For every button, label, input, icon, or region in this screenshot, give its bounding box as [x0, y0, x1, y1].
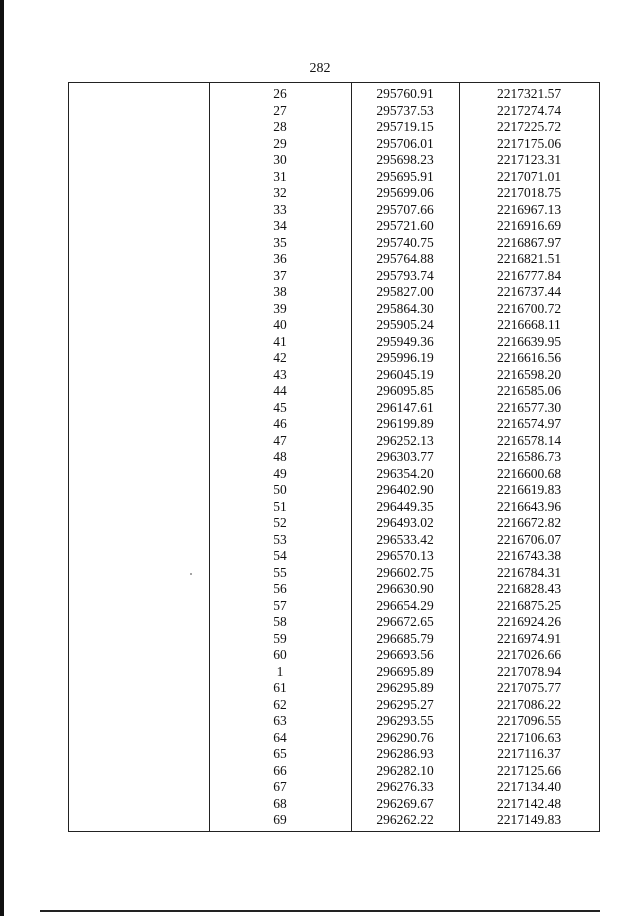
table-row [69, 532, 599, 549]
point-number-cell: 40 [273, 317, 287, 332]
table-row [69, 334, 599, 351]
point-number-cell: 42 [273, 350, 287, 365]
table-row [69, 367, 599, 384]
table-row [69, 466, 599, 483]
point-number-cell: 59 [273, 630, 287, 646]
y-coordinate-cell: 2217134.40 [496, 779, 562, 794]
point-number-cell: 38 [273, 284, 287, 299]
table-row [69, 614, 599, 631]
point-number-cell: 39 [273, 300, 287, 316]
point-number-cell: 36 [273, 251, 287, 266]
y-coordinate-cell: 2216585.06 [496, 383, 562, 398]
table-row [69, 812, 599, 829]
y-coordinate-cell: 2216828.43 [496, 581, 562, 596]
y-coordinate-cell: 2217274.74 [496, 102, 562, 118]
y-coordinate-cell: 2216821.51 [496, 251, 562, 266]
point-number-cell: 46 [273, 416, 287, 431]
y-coordinate-cell: 2217142.48 [496, 795, 562, 811]
scan-speck [190, 573, 192, 575]
x-coordinate-cell: 296402.90 [376, 482, 434, 497]
y-coordinate-cell: 2216668.11 [497, 317, 561, 332]
y-coordinate-cell: 2216967.13 [496, 201, 562, 217]
x-coordinate-cell: 296045.19 [376, 366, 434, 382]
table-row [69, 301, 599, 318]
point-number-cell: 32 [273, 185, 287, 200]
point-number-cell: 69 [273, 812, 287, 827]
x-coordinate-cell: 296199.89 [376, 416, 434, 431]
table-row [69, 779, 599, 796]
table-row [69, 697, 599, 714]
point-number-cell: 43 [273, 366, 287, 382]
x-coordinate-cell: 296147.61 [376, 399, 434, 415]
y-coordinate-cell: 2216672.82 [496, 515, 562, 530]
table-row [69, 284, 599, 301]
y-coordinate-cell: 2216616.56 [496, 350, 562, 365]
y-coordinate-cell: 2217096.55 [496, 713, 562, 728]
table-row [69, 548, 599, 565]
point-number-cell: 62 [273, 696, 287, 712]
point-number-cell: 66 [273, 762, 287, 778]
point-number-cell: 52 [273, 515, 287, 530]
table-row [69, 581, 599, 598]
x-coordinate-cell: 296262.22 [376, 812, 434, 827]
point-number-cell: 55 [273, 564, 287, 580]
x-coordinate-cell: 295699.06 [376, 185, 434, 200]
x-coordinate-cell: 296602.75 [376, 564, 434, 580]
y-coordinate-cell: 2216875.25 [496, 597, 562, 613]
x-coordinate-cell: 296533.42 [376, 531, 434, 547]
point-number-cell: 53 [273, 531, 287, 547]
point-number-cell: 58 [273, 614, 287, 629]
y-coordinate-cell: 2216916.69 [496, 218, 562, 233]
y-coordinate-cell: 2216737.44 [496, 284, 562, 299]
y-coordinate-cell: 2216867.97 [496, 234, 562, 250]
point-number-cell: 47 [273, 432, 287, 448]
point-number-cell: 56 [273, 581, 287, 596]
point-number-cell: 44 [273, 383, 287, 398]
y-coordinate-cell: 2216598.20 [496, 366, 562, 382]
x-coordinate-cell: 296672.65 [376, 614, 434, 629]
table-row [69, 631, 599, 648]
point-number-cell: 26 [273, 86, 287, 101]
x-coordinate-cell: 296449.35 [376, 498, 434, 514]
table-row [69, 433, 599, 450]
y-coordinate-cell: 2216924.26 [496, 614, 562, 629]
y-coordinate-cell: 2217175.06 [496, 135, 562, 151]
table-row [69, 565, 599, 582]
x-coordinate-cell: 295864.30 [376, 300, 434, 316]
table-row [69, 169, 599, 186]
x-coordinate-cell: 296695.89 [376, 663, 434, 679]
point-number-cell: 1 [276, 663, 284, 679]
y-coordinate-cell: 2216974.91 [496, 630, 562, 646]
point-number-cell: 49 [273, 465, 287, 481]
y-coordinate-cell: 2216784.31 [496, 564, 562, 580]
x-coordinate-cell: 296295.89 [376, 680, 434, 695]
scan-left-edge [0, 0, 4, 916]
y-coordinate-cell: 2216577.30 [496, 399, 562, 415]
table-row [69, 218, 599, 235]
x-coordinate-cell: 296630.90 [376, 581, 434, 596]
y-coordinate-cell: 2216619.83 [496, 482, 562, 497]
y-coordinate-cell: 2217125.66 [496, 762, 562, 778]
x-coordinate-cell: 296252.13 [376, 432, 434, 448]
y-coordinate-cell: 2216743.38 [496, 548, 562, 563]
x-coordinate-cell: 295827.00 [376, 284, 434, 299]
table-row [69, 268, 599, 285]
point-number-cell: 30 [273, 152, 287, 167]
x-coordinate-cell: 296354.20 [376, 465, 434, 481]
point-number-cell: 48 [273, 449, 287, 464]
x-coordinate-cell: 296290.76 [376, 729, 434, 745]
x-coordinate-cell: 296295.27 [376, 696, 434, 712]
y-coordinate-cell: 2217116.37 [497, 746, 561, 761]
x-coordinate-cell: 295706.01 [376, 135, 434, 151]
table-row [69, 350, 599, 367]
point-number-cell: 51 [273, 498, 287, 514]
y-coordinate-cell: 2217225.72 [496, 119, 562, 134]
y-coordinate-cell: 2216574.97 [496, 416, 562, 431]
table-row [69, 103, 599, 120]
point-number-cell: 50 [273, 482, 287, 497]
table-row [69, 763, 599, 780]
x-coordinate-cell: 296282.10 [376, 762, 434, 778]
point-number-cell: 60 [273, 647, 287, 662]
table-row [69, 647, 599, 664]
y-coordinate-cell: 2217018.75 [496, 185, 562, 200]
y-coordinate-cell: 2217071.01 [496, 168, 562, 184]
point-number-cell: 33 [273, 201, 287, 217]
table-row [69, 449, 599, 466]
x-coordinate-cell: 295949.36 [376, 333, 434, 349]
x-coordinate-cell: 295719.15 [376, 119, 434, 134]
x-coordinate-cell: 296303.77 [376, 449, 434, 464]
table-row [69, 86, 599, 103]
y-coordinate-cell: 2216578.14 [496, 432, 562, 448]
y-coordinate-cell: 2217078.94 [496, 663, 562, 679]
table-row [69, 136, 599, 153]
scan-bottom-edge [40, 910, 600, 912]
table-row [69, 383, 599, 400]
x-coordinate-cell: 295698.23 [376, 152, 434, 167]
point-number-cell: 68 [273, 795, 287, 811]
x-coordinate-cell: 295905.24 [376, 317, 434, 332]
x-coordinate-cell: 296276.33 [376, 779, 434, 794]
table-row [69, 251, 599, 268]
y-coordinate-cell: 2217075.77 [496, 680, 562, 695]
table-row [69, 746, 599, 763]
x-coordinate-cell: 295793.74 [376, 267, 434, 283]
table-row [69, 119, 599, 136]
table-row [69, 515, 599, 532]
x-coordinate-cell: 296693.56 [376, 647, 434, 662]
table-row [69, 598, 599, 615]
x-coordinate-cell: 295695.91 [376, 168, 434, 184]
point-number-cell: 57 [273, 597, 287, 613]
point-number-cell: 29 [273, 135, 287, 151]
y-coordinate-cell: 2216643.96 [496, 498, 562, 514]
point-number-cell: 37 [273, 267, 287, 283]
x-coordinate-cell: 296493.02 [376, 515, 434, 530]
point-number-cell: 63 [273, 713, 287, 728]
y-coordinate-cell: 2217106.63 [496, 729, 562, 745]
point-number-cell: 64 [273, 729, 287, 745]
table-row [69, 730, 599, 747]
y-coordinate-cell: 2216600.68 [496, 465, 562, 481]
x-coordinate-cell: 295760.91 [376, 86, 434, 101]
x-coordinate-cell: 295707.66 [376, 201, 434, 217]
x-coordinate-cell: 295721.60 [376, 218, 434, 233]
point-number-cell: 54 [273, 548, 287, 563]
y-coordinate-cell: 2217321.57 [496, 86, 562, 101]
x-coordinate-cell: 295740.75 [376, 234, 434, 250]
point-number-cell: 28 [273, 119, 287, 134]
table-row [69, 482, 599, 499]
point-number-cell: 61 [273, 680, 287, 695]
x-coordinate-cell: 295996.19 [376, 350, 434, 365]
table-row [69, 235, 599, 252]
table-row [69, 400, 599, 417]
x-coordinate-cell: 296286.93 [376, 746, 434, 761]
table-row [69, 416, 599, 433]
point-number-cell: 27 [273, 102, 287, 118]
x-coordinate-cell: 295764.88 [376, 251, 434, 266]
point-number-cell: 35 [273, 234, 287, 250]
coordinates-table [68, 82, 600, 832]
point-number-cell: 31 [273, 168, 287, 184]
y-coordinate-cell: 2216706.07 [496, 531, 562, 547]
point-number-cell: 34 [273, 218, 287, 233]
table-row [69, 796, 599, 813]
y-coordinate-cell: 2217123.31 [496, 152, 562, 167]
y-coordinate-cell: 2216639.95 [496, 333, 562, 349]
page-number: 282 [309, 61, 331, 76]
y-coordinate-cell: 2216586.73 [496, 449, 562, 464]
table-row [69, 664, 599, 681]
x-coordinate-cell: 296269.67 [376, 795, 434, 811]
y-coordinate-cell: 2217149.83 [496, 812, 562, 827]
table-row [69, 499, 599, 516]
table-row [69, 680, 599, 697]
x-coordinate-cell: 296095.85 [376, 383, 434, 398]
x-coordinate-cell: 295737.53 [376, 102, 434, 118]
x-coordinate-cell: 296570.13 [376, 548, 434, 563]
table-row [69, 713, 599, 730]
y-coordinate-cell: 2217086.22 [496, 696, 562, 712]
y-coordinate-cell: 2216777.84 [496, 267, 562, 283]
table-row [69, 317, 599, 334]
x-coordinate-cell: 296685.79 [376, 630, 434, 646]
point-number-cell: 65 [273, 746, 287, 761]
point-number-cell: 67 [273, 779, 287, 794]
y-coordinate-cell: 2216700.72 [496, 300, 562, 316]
y-coordinate-cell: 2217026.66 [496, 647, 562, 662]
point-number-cell: 41 [273, 333, 287, 349]
x-coordinate-cell: 296654.29 [376, 597, 434, 613]
point-number-cell: 45 [273, 399, 287, 415]
x-coordinate-cell: 296293.55 [376, 713, 434, 728]
table-row [69, 202, 599, 219]
table-row [69, 185, 599, 202]
table-row [69, 152, 599, 169]
